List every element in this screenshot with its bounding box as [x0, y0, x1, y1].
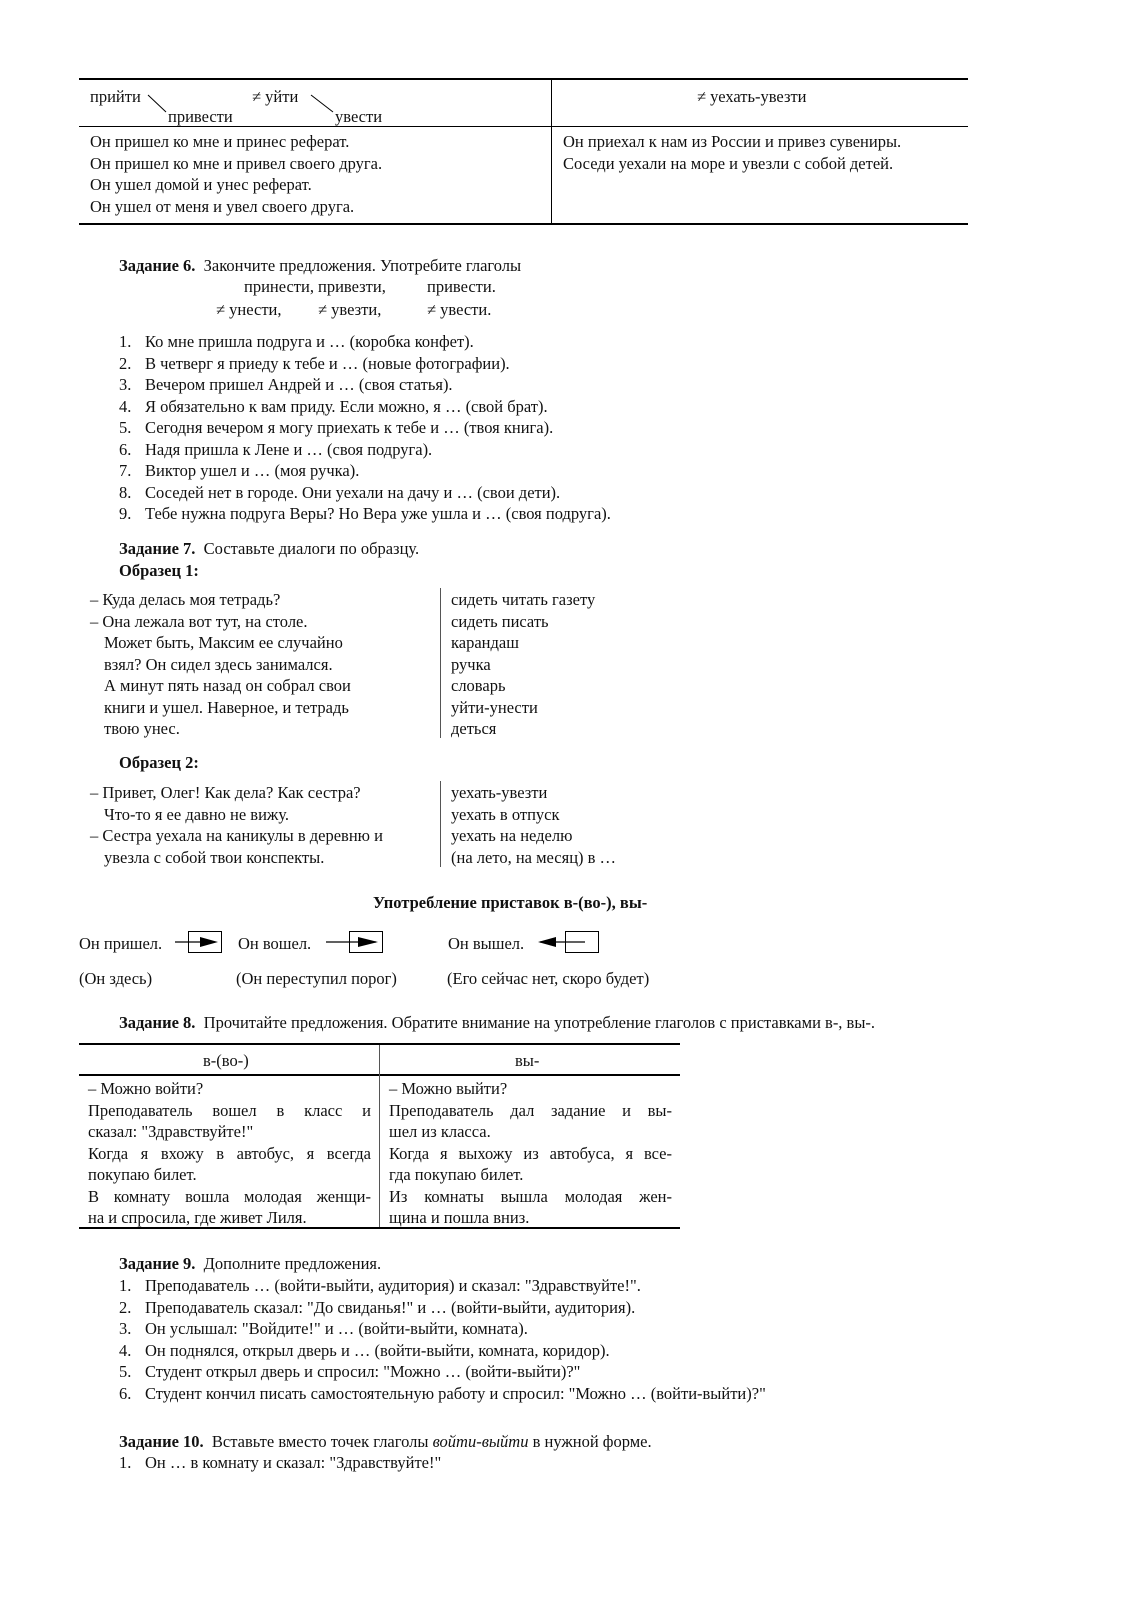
sample2-substitution-line: уехать-увезти [451, 783, 548, 802]
task6-item-text: Ко мне пришла подруга и … (коробка конфет). [145, 332, 474, 351]
sample2-dialogue-line: Что-то я ее давно не вижу. [104, 804, 290, 824]
sample1-dialogue-line: – Куда делась моя тетрадь? [90, 590, 281, 609]
task10-instruction-after: в нужной форме. [532, 1432, 652, 1451]
task8-label: Задание 8. [119, 1013, 196, 1032]
sample2-divider [440, 781, 441, 867]
task6-item-text: Виктор ушел и … (моя ручка). [145, 461, 360, 480]
t8-col2-line: Преподаватель дал задание и вы- [389, 1100, 672, 1120]
task9-item-text: Студент открыл дверь и спросил: "Можно … (войти-выйти)?" [145, 1362, 581, 1381]
table-left-row-line: Он ушел домой и унес реферат. [90, 175, 312, 194]
sample2-substitutions [451, 782, 616, 868]
table-right-row-line: Он приехал к нам из России и привез сувениры. [563, 132, 902, 151]
prefix-section-title: Употребление приставок в-(во-), вы- [373, 893, 648, 912]
task9-item-number: 4. [119, 1340, 132, 1360]
task6-instruction: Закончите предложения. Употребите глаголы [203, 256, 522, 275]
task6-verb-2: привезти, [318, 277, 386, 296]
sample1-substitution-line: уйти-унести [451, 697, 538, 717]
sample1-dialogue [90, 589, 351, 740]
prefix-sentence-prishel: Он пришел. [79, 934, 163, 953]
t8-col1-line: покупаю билет. [88, 1165, 197, 1184]
task9-item-number: 1. [119, 1276, 132, 1295]
t8-col1-line: – Можно войти? [88, 1079, 204, 1098]
task8-instruction: Прочитайте предложения. Обратите внимание на употребление глаголов с приставками в-, вы-. [203, 1013, 876, 1032]
task7-heading [119, 538, 419, 559]
task6-item [119, 417, 611, 439]
task6-list [119, 331, 611, 525]
task10-instruction-italic: войти-выйти [432, 1432, 529, 1451]
prefix-sentence-voshel: Он вошел. [238, 934, 312, 953]
task9-item-number: 2. [119, 1297, 132, 1317]
sample2-dialogue [90, 782, 383, 868]
task6-item-number: 8. [119, 482, 132, 502]
task6-item [119, 482, 611, 504]
sample2-substitution-line: (на лето, на месяц) в … [451, 847, 617, 867]
table-bottom-rule [79, 223, 968, 225]
t8-col2-line: шел из класса. [389, 1122, 491, 1141]
t8-col1-line: Преподаватель вошел в класс и [88, 1100, 371, 1120]
task6-item-number: 7. [119, 461, 132, 480]
table-left-rows [90, 131, 382, 217]
table-left-row-line: Он ушел от меня и увел своего друга. [90, 196, 355, 216]
task6-item-number: 4. [119, 396, 132, 416]
task9-item [119, 1361, 766, 1383]
prefix-sentence-vyshel: Он вышел. [448, 934, 525, 953]
task6-item [119, 353, 611, 375]
task6-verb-1: принести, [244, 277, 314, 296]
task6-item [119, 331, 611, 353]
sample2-dialogue-line: – Сестра уехала на каникулы в деревню и [90, 826, 383, 845]
arrow-exit-icon [0, 0, 1, 1]
task9-item-text: Преподаватель сказал: "До свиданья!" и … (войти-выйти, аудитория). [145, 1297, 636, 1317]
t8-col2-line: щина и пошла вниз. [389, 1208, 530, 1227]
task9-list [119, 1275, 766, 1404]
prefix-note-1: (Он здесь) [79, 969, 153, 988]
sample2-dialogue-line: увезла с собой твои конспекты. [104, 847, 325, 867]
task6-heading [119, 255, 521, 276]
sample1-dialogue-line: Может быть, Максим ее случайно [104, 633, 343, 652]
table-left-row-line: Он пришел ко мне и принес реферат. [90, 132, 350, 151]
task6-item-text: В четверг я приеду к тебе и … (новые фотографии). [145, 353, 510, 373]
task9-item-text: Он услышал: "Войдите!" и … (войти-выйти, комната). [145, 1319, 528, 1338]
task6-item-text: Надя пришла к Лене и … (своя подруга). [145, 439, 433, 459]
table-column-divider [551, 80, 552, 223]
task9-item-number: 3. [119, 1319, 132, 1338]
task9-instruction: Дополните предложения. [203, 1254, 382, 1273]
task9-item [119, 1383, 766, 1405]
task9-item [119, 1340, 766, 1362]
task7-instruction: Составьте диалоги по образцу. [203, 539, 420, 558]
sample2-dialogue-line: – Привет, Олег! Как дела? Как сестра? [90, 783, 361, 802]
sample1-divider [440, 588, 441, 738]
task10-heading [119, 1431, 652, 1452]
sample1-substitutions [451, 589, 595, 740]
prefix-note-2: (Он переступил порог) [236, 969, 397, 988]
task6-item-text: Вечером пришел Андрей и … (своя статья). [145, 375, 453, 394]
task6-item-number: 9. [119, 504, 132, 523]
t8-col2-line: Из комнаты вышла молодая жен- [389, 1186, 672, 1206]
sample2-substitution-line: уехать на неделю [451, 826, 573, 845]
t8-col1-line: сказал: "Здравствуйте!" [88, 1122, 254, 1141]
table-right-row-line: Соседи уехали на море и увезли с собой детей. [563, 153, 894, 173]
task6-verb-6: ≠ увести. [427, 300, 492, 319]
t8-col2-line: гда покупаю билет. [389, 1165, 524, 1184]
sample1-substitution-line: ручка [451, 654, 491, 674]
t8-col1-line: на и спросила, где живет Лиля. [88, 1208, 307, 1227]
sample1-substitution-line: деться [451, 719, 497, 738]
sample1-substitution-line: словарь [451, 676, 506, 695]
sample1-substitution-line: карандаш [451, 633, 519, 652]
task10-label: Задание 10. [119, 1432, 204, 1451]
task9-label: Задание 9. [119, 1254, 196, 1273]
task6-label: Задание 6. [119, 256, 196, 275]
sample2-substitution-line: уехать в отпуск [451, 804, 560, 824]
prefix-note-3: (Его сейчас нет, скоро будет) [447, 969, 650, 988]
t8-col1-text [88, 1078, 371, 1229]
task6-item-text: Тебе нужна подруга Веры? Но Вера уже ушла и … (своя подруга). [145, 504, 611, 523]
task6-verb-5: ≠ увезти, [318, 300, 382, 319]
task6-item [119, 439, 611, 461]
t8-col2-text [389, 1078, 672, 1229]
task6-item-text: Я обязательно к вам приду. Если можно, я … (свой брат). [145, 396, 548, 416]
t8-col1-line: Когда я вхожу в автобус, я всегда [88, 1143, 371, 1163]
table-left-row-line: Он пришел ко мне и привел своего друга. [90, 153, 383, 173]
sample1-dialogue-line: твою унес. [104, 719, 180, 738]
task10-item-text: Он … в комнату и сказал: "Здравствуйте!" [145, 1453, 442, 1472]
t8-header-col2: вы- [515, 1051, 540, 1070]
table-top-rule [79, 78, 968, 80]
task8-heading [119, 1012, 875, 1033]
task6-item-number: 2. [119, 353, 132, 373]
sample1-dialogue-line: А минут пять назад он собрал свои [104, 676, 351, 695]
task6-item-number: 5. [119, 418, 132, 437]
task9-heading [119, 1253, 381, 1274]
task6-item-number: 6. [119, 439, 132, 459]
sample1-substitution-line: сидеть писать [451, 611, 549, 631]
task9-item-text: Студент кончил писать самостоятельную работу и спросил: "Можно … (войти-выйти)?" [145, 1383, 766, 1403]
task9-item [119, 1297, 766, 1319]
task10-item [119, 1452, 441, 1474]
task6-item-text: Сегодня вечером я могу приехать к тебе и … (твоя книга). [145, 418, 554, 437]
task6-item-number: 1. [119, 332, 132, 351]
task6-verb-4: ≠ унести, [216, 300, 282, 319]
task6-item [119, 503, 611, 525]
sample1-substitution-line: сидеть читать газету [451, 590, 596, 609]
task9-item [119, 1275, 766, 1297]
header-right: ≠ уехать-увезти [697, 87, 807, 106]
sample2-title: Образец 2: [119, 753, 199, 772]
t8-col2-line: Когда я выхожу из автобуса, я все- [389, 1143, 672, 1163]
task6-item-number: 3. [119, 375, 132, 394]
task10-item-number: 1. [119, 1453, 132, 1472]
header-verb-prijti: прийти [90, 87, 141, 106]
sample1-dialogue-line: книги и ушел. Наверное, и тетрадь [104, 697, 349, 717]
task6-verb-3: привести. [427, 277, 496, 296]
task10-instruction-before: Вставьте вместо точек глаголы [211, 1432, 429, 1451]
task9-item-text: Преподаватель … (войти-выйти, аудитория) и сказал: "Здравствуйте!". [145, 1276, 641, 1295]
task9-item-text: Он поднялся, открыл дверь и … (войти-выйти, комната, коридор). [145, 1340, 610, 1360]
task6-item-text: Соседей нет в городе. Они уехали на дачу и … (свои дети). [145, 482, 561, 502]
task7-label: Задание 7. [119, 539, 196, 558]
task9-item-number: 5. [119, 1362, 132, 1381]
task6-item [119, 396, 611, 418]
sample1-title: Образец 1: [119, 561, 199, 580]
t8-column-divider [379, 1045, 380, 1227]
header-verb-uvesti: увести [335, 107, 383, 126]
t8-header-col1: в-(во-) [203, 1051, 249, 1070]
task10-list [119, 1452, 441, 1474]
task9-item [119, 1318, 766, 1340]
t8-col1-line: В комнату вошла молодая женщи- [88, 1186, 371, 1206]
task9-item-number: 6. [119, 1383, 132, 1403]
t8-col2-line: – Можно выйти? [389, 1079, 508, 1098]
header-verb-privesti: привести [168, 107, 233, 126]
sample1-dialogue-line: – Она лежала вот тут, на столе. [90, 611, 308, 631]
task6-item [119, 374, 611, 396]
header-verb-ujti: ≠ уйти [252, 87, 299, 106]
task6-item [119, 460, 611, 482]
table-right-rows [563, 131, 901, 174]
sample1-dialogue-line: взял? Он сидел здесь занимался. [104, 654, 333, 674]
